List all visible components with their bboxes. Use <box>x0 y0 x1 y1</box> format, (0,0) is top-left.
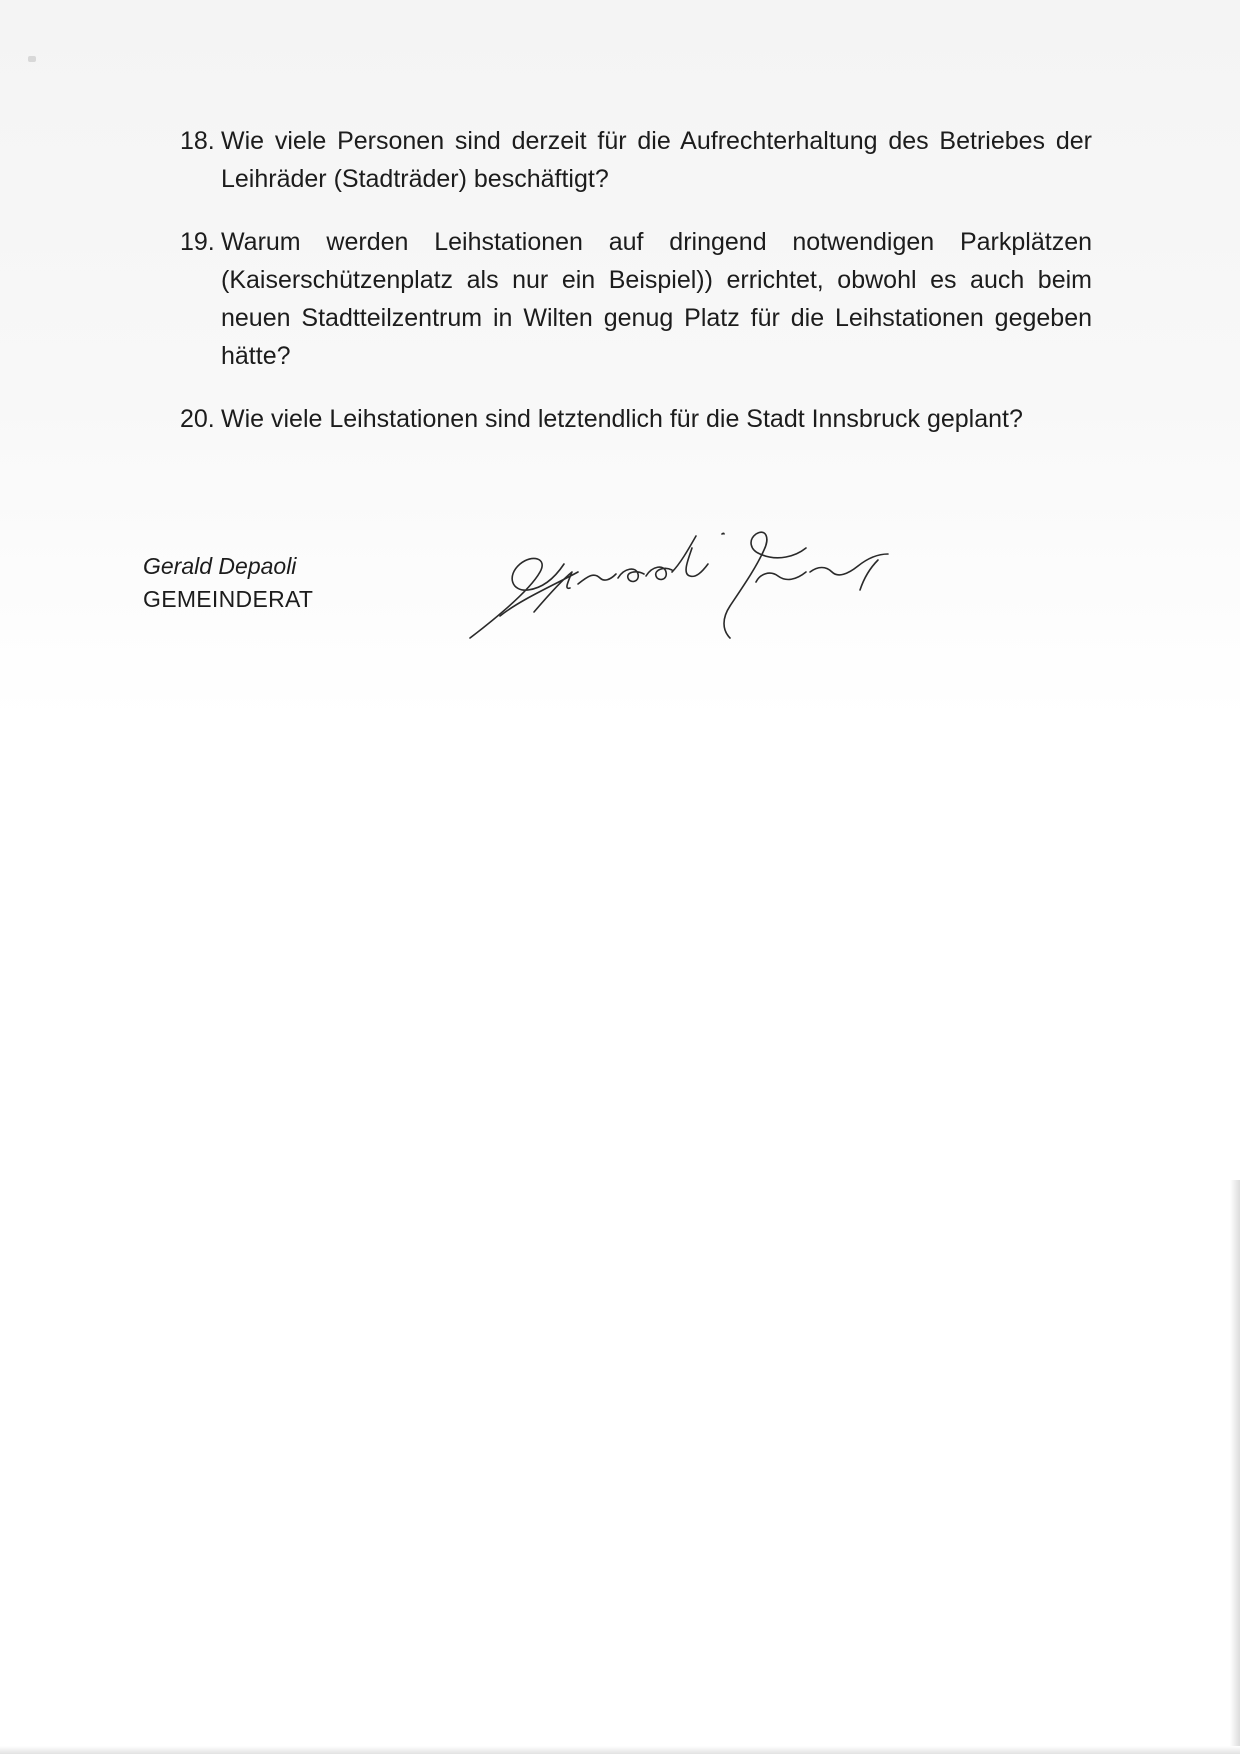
signature-block <box>143 550 1003 650</box>
question-item <box>180 122 1092 198</box>
question-number: 19. <box>180 228 215 256</box>
question-text: Wie viele Personen sind derzeit für die Aufrechterhaltung des Betriebes der Leihräder (Stadträder) beschäftigt? <box>221 127 1092 193</box>
question-number: 18. <box>180 127 215 155</box>
question-item <box>180 400 1092 438</box>
question-list <box>180 122 1092 463</box>
handwritten-signature-image <box>460 520 900 650</box>
scan-edge-right <box>1230 1180 1240 1754</box>
question-text: Wie viele Leihstationen sind letztendlich für die Stadt Innsbruck geplant? <box>221 405 1023 433</box>
scan-speck <box>28 56 36 62</box>
question-text: Warum werden Leihstationen auf dringend notwendigen Parkplätzen (Kaiserschützenplatz als nur ein Beispiel)) errichtet, obwohl es auch beim neuen Stadtteilzentrum in Wilten genug Platz für die Leihstationen gegeben hätte? <box>221 228 1092 370</box>
question-item <box>180 223 1092 375</box>
signer-name: Gerald Depaoli <box>143 553 297 579</box>
scan-edge-bottom <box>0 1746 1240 1754</box>
question-number: 20. <box>180 405 215 433</box>
signer-role: GEMEINDERAT <box>143 586 314 612</box>
